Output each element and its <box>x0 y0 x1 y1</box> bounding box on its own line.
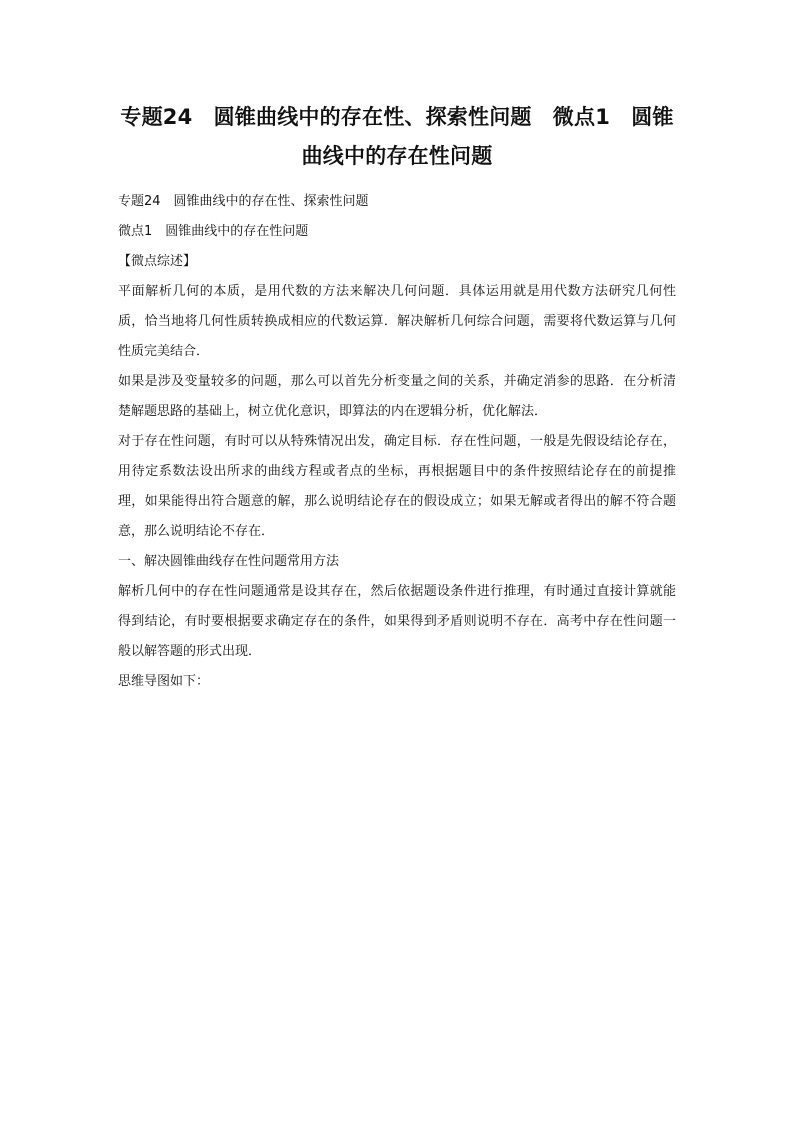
document-body <box>118 187 676 697</box>
overview-paragraph-3: 对于存在性问题，有时可以从特殊情况出发，确定目标．存在性问题，一般是先假设结论存在，用待定系数法设出所求的曲线方程或者点的坐标，再根据题目中的条件按照结论存在的前提推理，如果能得出符合题意的解，那么说明结论存在的假设成立；如果无解或者得出的解不符合题意，那么说明结论不存在． <box>118 434 676 539</box>
document-title: 专题24 圆锥曲线中的存在性、探索性问题 微点1 圆锥曲线中的存在性问题 <box>120 105 674 168</box>
overview-paragraph-1: 平面解析几何的本质，是用代数的方法来解决几何问题．具体运用就是用代数方法研究几何性质，恰当地将几何性质转换成相应的代数运算．解决解析几何综合问题，需要将代数运算与几何性质完美结合． <box>118 284 676 359</box>
overview-paragraph-2: 如果是涉及变量较多的问题，那么可以首先分析变量之间的关系，并确定消参的思路．在分析清楚解题思路的基础上，树立优化意识，即算法的内在逻辑分析，优化解法． <box>118 374 676 419</box>
overview-section-header: 【微点综述】 <box>118 254 197 269</box>
methods-paragraph: 解析几何中的存在性问题通常是设其存在，然后依据题设条件进行推理，有时通过直接计算就能得到结论，有时要根据要求确定存在的条件，如果得到矛盾则说明不存在．高考中存在性问题一般以解答题的形式出现． <box>118 584 676 659</box>
methods-heading: 一、解决圆锥曲线存在性问题常用方法 <box>118 554 340 569</box>
document-page <box>118 98 676 697</box>
mind-map-label: 思维导图如下： <box>118 674 210 689</box>
topic-subtitle: 专题24 圆锥曲线中的存在性、探索性问题 <box>118 194 369 209</box>
micro-point-subtitle: 微点1 圆锥曲线中的存在性问题 <box>118 224 309 239</box>
